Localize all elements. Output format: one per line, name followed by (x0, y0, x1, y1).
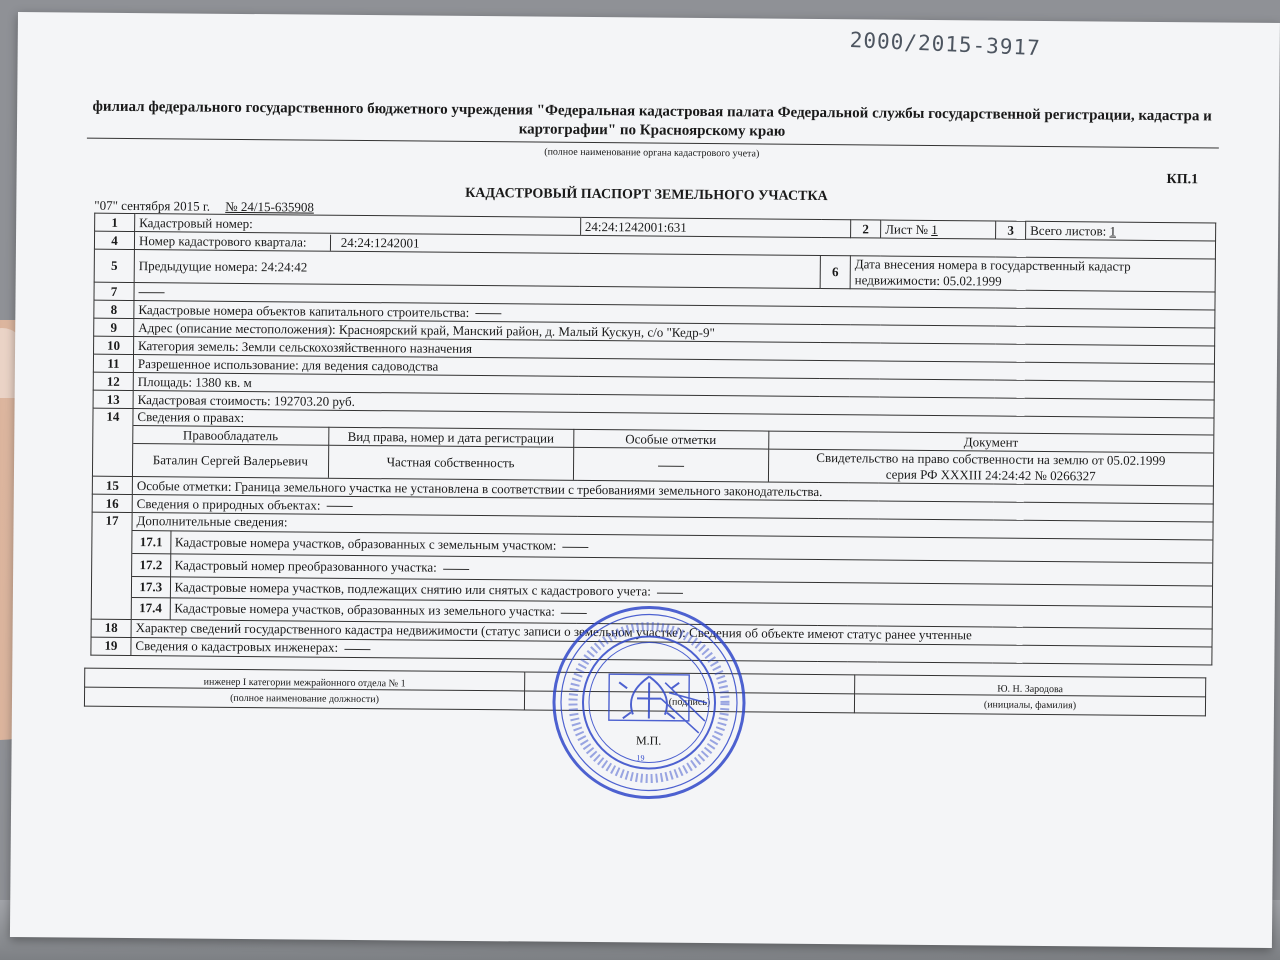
empty-dash (475, 313, 501, 314)
land-category: Категория земель: Земли сельскохозяйственного назначения (134, 337, 1215, 364)
row-number: 6 (820, 256, 850, 289)
row-number: 2 (851, 220, 881, 238)
document-line: серия РФ XXXIII 24:24:42 № 0266327 (885, 466, 1096, 484)
row-number: 9 (94, 318, 134, 336)
name-caption: (инициалы, фамилия) (854, 694, 1205, 716)
row-text: Кадастровые номера участков, образованных из земельного участка: (174, 600, 556, 619)
permitted-use: Разрешенное использование: для ведения садоводства (133, 355, 1214, 382)
rights-cell (132, 409, 1214, 486)
row-number: 17.2 (132, 554, 170, 577)
empty-dash (658, 465, 684, 466)
row-number: 18 (91, 619, 131, 637)
rights-label: Сведения о правах: (137, 409, 245, 425)
cadastral-value: Кадастровая стоимость: 192703.20 руб. (133, 391, 1214, 418)
row-number: 17 (91, 512, 132, 619)
additional-info-label: Дополнительные сведения: (136, 513, 288, 530)
form-code: КП.1 (1166, 172, 1199, 188)
row-number: 10 (94, 336, 134, 354)
sheet-number: 1 (931, 221, 938, 237)
row-text: Кадастровые номера участков, образованных с земельным участком: (174, 534, 557, 553)
special-marks (573, 447, 768, 481)
row-14 (92, 408, 1214, 486)
official-name: Ю. Н. Зародова (855, 675, 1206, 697)
row-number: 5 (94, 249, 134, 282)
document-title: КАДАСТРОВЫЙ ПАСПОРТ ЗЕМЕЛЬНОГО УЧАСТКА (465, 185, 828, 205)
row-number: 7 (94, 282, 134, 300)
official-position: инженер I категории межрайонного отдела № 1 (85, 668, 525, 691)
stamp-number: 19 (636, 753, 645, 763)
row-text: Кадастровые номера участков, подлежащих снятию или снятых с кадастрового учета: (174, 579, 651, 599)
rights-header: Правообладатель (133, 426, 328, 446)
row-number: 4 (94, 231, 134, 249)
cadastral-number: 24:24:1242001:631 (580, 217, 850, 237)
empty-dash (139, 292, 165, 293)
organization-caption: (полное наименование органа кадастрового учета) (544, 146, 760, 160)
row-text: Кадастровые номера объектов капитального строительства: (138, 301, 470, 320)
row-number: 17.1 (132, 531, 170, 554)
row-number: 1 (95, 213, 135, 231)
quarter-number: 24:24:1242001 (330, 234, 420, 251)
row-label: Лист № (885, 221, 929, 237)
row-number: 11 (93, 354, 133, 372)
special-notes: Особые отметки: Граница земельного участка не установлена в соответствии с требованиями земельного законодательства. (132, 477, 1213, 504)
document-number: № 24/15-635908 (225, 198, 314, 215)
rights-header: Вид права, номер и дата регистрации (328, 427, 573, 447)
rights-table (133, 425, 1213, 485)
row-number: 3 (996, 221, 1026, 239)
handwritten-note: 2000/2015-3917 (849, 27, 1042, 61)
area: Площадь: 1380 кв. м (133, 373, 1214, 400)
empty-dash (327, 506, 353, 507)
row-number: 16 (92, 494, 132, 512)
empty-dash (443, 568, 469, 569)
rights-header: Особые отметки (573, 429, 768, 449)
previous-numbers: Предыдущие номера: 24:24:42 (134, 250, 820, 289)
row-number: 17.3 (132, 577, 170, 598)
row-number: 12 (93, 372, 133, 390)
position-caption: (полное наименование должности) (84, 687, 524, 710)
row-text: Сведения о природных объектах: (136, 495, 321, 513)
document-line: Свидетельство на право собственности на землю от 05.02.1999 (816, 449, 1166, 469)
organization-name: филиал федерального государственного бюджетного учреждения "Федеральная кадастровая палата Федеральной службы государственной регистрации, кадастра и картографии" по Красноярскому краю (92, 98, 1212, 140)
rights-header: Документ (768, 431, 1213, 453)
row-number: 17.4 (132, 598, 170, 619)
row-text: Сведения о кадастровых инженерах: (135, 638, 339, 655)
row-number: 19 (91, 637, 131, 655)
seal-label: М.П. (635, 733, 662, 748)
row-number: 13 (93, 390, 133, 408)
registration-date: Дата внесения номера в государственный кадастр недвижимости: 05.02.1999 (850, 256, 1215, 292)
empty-dash (657, 592, 683, 593)
rights-document (768, 449, 1213, 485)
row-label: Всего листов: (1030, 222, 1107, 239)
right-type: Частная собственность (328, 445, 573, 480)
row-text: Кадастровый номер преобразованного участка: (174, 557, 437, 575)
document-date: "07" сентября 2015 г. (94, 197, 211, 214)
row-label: Номер кадастрового квартала: (138, 232, 307, 250)
empty-dash (562, 546, 588, 547)
total-sheets: 1 (1109, 223, 1117, 239)
rights-holder: Баталин Сергей Валерьевич (133, 444, 328, 478)
total-sheets-cell (1026, 221, 1216, 241)
row-number: 8 (94, 300, 134, 318)
passport-table (90, 213, 1216, 665)
row-number: 14 (92, 408, 133, 476)
sheet-number-cell (881, 220, 996, 239)
address: Адрес (описание местоположения): Красноярский край, Манский район, д. Малый Кускун, с/о "Кедр-9" (134, 319, 1215, 346)
row-number: 15 (92, 476, 132, 494)
record-status: Характер сведений государственного кадастра недвижимости (статус записи о земельном участке): Сведения об объекте имеют статус ранее учтенные (131, 619, 1212, 646)
row-label: Кадастровый номер: (135, 214, 581, 236)
official-stamp (548, 602, 750, 804)
empty-dash (344, 648, 370, 649)
document-sheet (10, 12, 1280, 948)
signature-caption: (подпись) (524, 691, 854, 713)
